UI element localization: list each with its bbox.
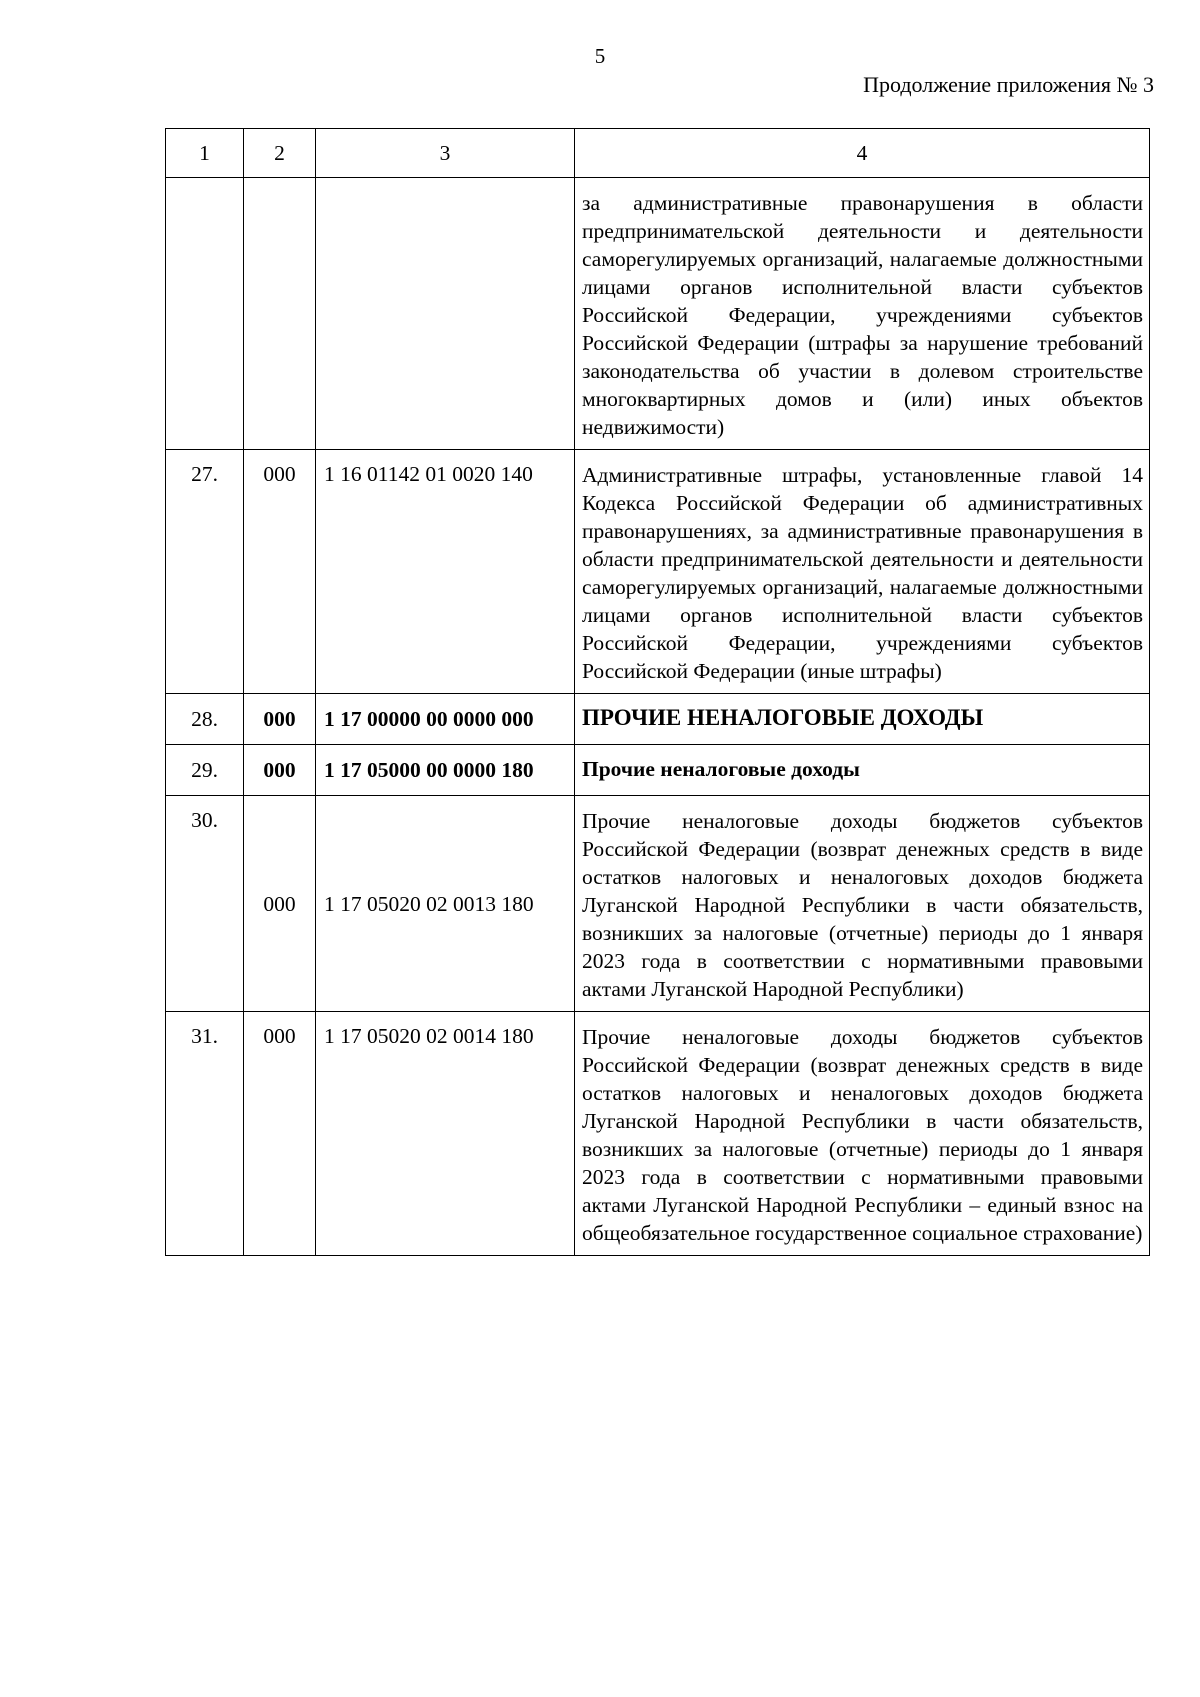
admin-code-cell: 000 — [244, 694, 316, 745]
column-header-3: 3 — [316, 129, 575, 178]
row-number-cell: 29. — [166, 745, 244, 796]
row-number-cell: 30. — [166, 796, 244, 1012]
description-cell: ПРОЧИЕ НЕНАЛОГОВЫЕ ДОХОДЫ — [575, 694, 1150, 745]
page-number: 5 — [594, 44, 606, 68]
admin-code-cell: 000 — [244, 796, 316, 1012]
budget-code-cell: 1 17 05020 02 0014 180 — [316, 1012, 575, 1256]
admin-code-cell: 000 — [244, 1012, 316, 1256]
table-row — [166, 694, 1150, 745]
budget-code-cell: 1 16 01142 01 0020 140 — [316, 450, 575, 694]
description-cell: Прочие неналоговые доходы бюджетов субъектов Российской Федерации (возврат денежных средств в виде остатков налоговых и неналоговых доходов бюджета Луганской Народной Республики в части обязательств, возникших за налоговые (отчетные) периоды до 1 января 2023 года в соответствии с нормативными правовыми актами Луганской Народной Республики) — [575, 796, 1150, 1012]
budget-code-cell: 1 17 05020 02 0013 180 — [316, 796, 575, 1012]
description-cell: за административные правонарушения в области предпринимательской деятельности и деятельности саморегулируемых организаций, налагаемые должностными лицами органов исполнительной власти субъектов Российской Федерации, учреждениями субъектов Российской Федерации (штрафы за нарушение требований законодательства об участии в долевом строительстве многоквартирных домов и (или) иных объектов недвижимости) — [575, 178, 1150, 450]
description-cell: Административные штрафы, установленные главой 14 Кодекса Российской Федерации об административных правонарушениях, за административные правонарушения в области предпринимательской деятельности и деятельности саморегулируемых организаций, налагаемые должностными лицами органов исполнительной власти субъектов Российской Федерации, учреждениями субъектов Российской Федерации (иные штрафы) — [575, 450, 1150, 694]
budget-code-cell — [316, 178, 575, 450]
row-number-cell: 28. — [166, 694, 244, 745]
table-row — [166, 745, 1150, 796]
budget-code-cell: 1 17 05000 00 0000 180 — [316, 745, 575, 796]
table-header-row — [166, 129, 1150, 178]
admin-code-cell: 000 — [244, 450, 316, 694]
budget-code-cell: 1 17 00000 00 0000 000 — [316, 694, 575, 745]
column-header-2: 2 — [244, 129, 316, 178]
row-number-cell: 31. — [166, 1012, 244, 1256]
column-header-1: 1 — [166, 129, 244, 178]
description-cell: Прочие неналоговые доходы бюджетов субъектов Российской Федерации (возврат денежных средств в виде остатков налоговых и неналоговых доходов бюджета Луганской Народной Республики в части обязательств, возникших за налоговые (отчетные) периоды до 1 января 2023 года в соответствии с нормативными правовыми актами Луганской Народной Республики – единый взнос на общеобязательное государственное социальное страхование) — [575, 1012, 1150, 1256]
revenue-codes-table — [165, 128, 1150, 1256]
column-header-4: 4 — [575, 129, 1150, 178]
row-number-cell: 27. — [166, 450, 244, 694]
table-row — [166, 796, 1150, 1012]
table-row — [166, 1012, 1150, 1256]
admin-code-cell: 000 — [244, 745, 316, 796]
description-cell: Прочие неналоговые доходы — [575, 745, 1150, 796]
row-number-cell — [166, 178, 244, 450]
table-row — [166, 450, 1150, 694]
admin-code-cell — [244, 178, 316, 450]
table-row-continuation — [166, 178, 1150, 450]
appendix-label: Продолжение приложения № 3 — [863, 72, 1154, 97]
